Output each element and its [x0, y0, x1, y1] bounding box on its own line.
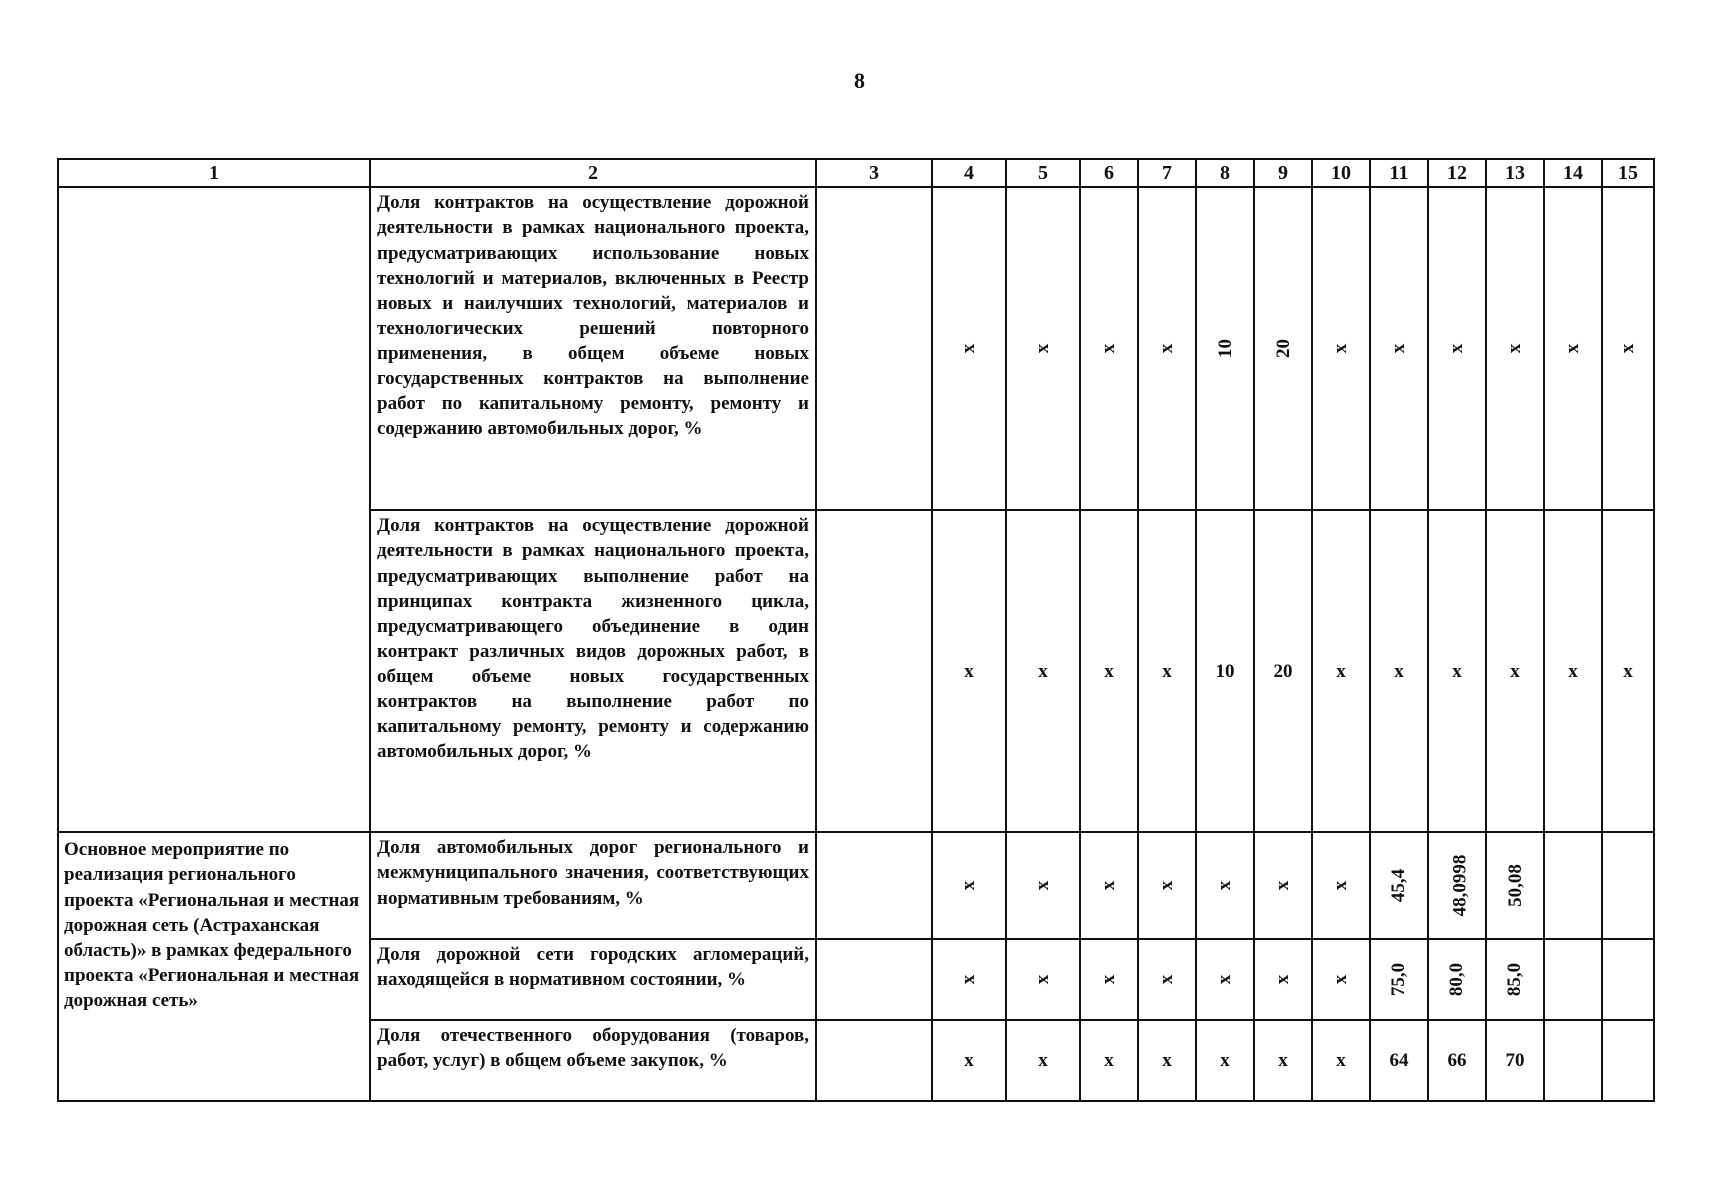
column-header-5: 5	[1006, 159, 1080, 187]
value-cell	[1370, 939, 1428, 1020]
value-cell	[1544, 187, 1602, 510]
value-text: 70	[1505, 1050, 1525, 1072]
value-text: x	[1272, 881, 1294, 891]
value-text: x	[1032, 975, 1054, 985]
column-header-2: 2	[370, 159, 816, 187]
value-cell	[1196, 187, 1254, 510]
value-cell	[1370, 1020, 1428, 1101]
value-text: x	[1214, 975, 1236, 985]
column-header-6: 6	[1080, 159, 1138, 187]
value-cell	[1006, 1020, 1080, 1101]
col3-cell	[816, 832, 932, 939]
value-cell	[1602, 832, 1654, 939]
value-text: 45,4	[1388, 869, 1410, 903]
value-text: x	[958, 344, 980, 354]
value-cell	[1006, 187, 1080, 510]
value-cell	[1312, 939, 1370, 1020]
column-header-13: 13	[1486, 159, 1544, 187]
value-text: x	[1214, 881, 1236, 891]
table-row	[58, 832, 1654, 939]
value-cell	[1312, 510, 1370, 832]
value-text: 10	[1215, 660, 1235, 682]
value-cell	[1312, 832, 1370, 939]
column-header-7: 7	[1138, 159, 1196, 187]
value-cell	[1428, 1020, 1486, 1101]
value-text: x	[1330, 975, 1352, 985]
value-cell	[1254, 939, 1312, 1020]
table-row	[58, 187, 1654, 510]
value-cell	[1428, 187, 1486, 510]
value-cell	[1080, 1020, 1138, 1101]
col3-cell	[816, 187, 932, 510]
value-text: 10	[1214, 339, 1236, 359]
value-text: x	[1452, 660, 1462, 682]
indicators-table	[57, 158, 1655, 1102]
value-cell	[1254, 1020, 1312, 1101]
column-header-10: 10	[1312, 159, 1370, 187]
value-text: x	[1162, 1050, 1172, 1072]
column-header-4: 4	[932, 159, 1006, 187]
value-text: 50,08	[1504, 864, 1526, 908]
value-text: 20	[1272, 339, 1294, 359]
value-text: 85,0	[1504, 963, 1526, 997]
value-text: x	[1394, 660, 1404, 682]
value-cell	[1196, 510, 1254, 832]
col3-cell	[816, 939, 932, 1020]
value-cell	[1428, 939, 1486, 1020]
value-cell	[1544, 1020, 1602, 1101]
value-text: x	[1098, 344, 1120, 354]
value-text: x	[964, 1050, 974, 1072]
value-text: 66	[1447, 1050, 1467, 1072]
value-cell	[1428, 832, 1486, 939]
value-cell	[932, 939, 1006, 1020]
value-cell	[1544, 510, 1602, 832]
value-cell	[932, 1020, 1006, 1101]
value-cell	[1312, 187, 1370, 510]
value-text: x	[1156, 344, 1178, 354]
value-cell	[1138, 510, 1196, 832]
value-text: x	[1562, 344, 1584, 354]
value-cell	[1486, 832, 1544, 939]
value-text: x	[958, 881, 980, 891]
value-cell	[932, 832, 1006, 939]
column-header-11: 11	[1370, 159, 1428, 187]
value-cell	[1138, 939, 1196, 1020]
value-cell	[1254, 187, 1312, 510]
value-cell	[1602, 1020, 1654, 1101]
value-text: 48,0998	[1449, 855, 1471, 917]
value-text: x	[1617, 344, 1639, 354]
column-header-9: 9	[1254, 159, 1312, 187]
value-text: x	[1032, 344, 1054, 354]
value-cell	[1196, 939, 1254, 1020]
value-text: x	[958, 975, 980, 985]
value-cell	[1428, 510, 1486, 832]
col3-cell	[816, 1020, 932, 1101]
column-header-3: 3	[816, 159, 932, 187]
value-cell	[1006, 510, 1080, 832]
column-header-1: 1	[58, 159, 370, 187]
value-text: x	[1336, 660, 1346, 682]
value-cell	[1486, 187, 1544, 510]
value-cell	[1312, 1020, 1370, 1101]
value-cell	[1080, 939, 1138, 1020]
indicator-description: Доля автомобильных дорог регионального и межмуниципального значения, соответствующих нормативным требованиям, %	[370, 832, 816, 939]
value-text: 20	[1273, 660, 1293, 682]
value-cell	[1602, 510, 1654, 832]
value-text: x	[1336, 1050, 1346, 1072]
value-text: x	[1623, 660, 1633, 682]
value-cell	[1544, 832, 1602, 939]
value-cell	[1486, 510, 1544, 832]
value-text: x	[1504, 344, 1526, 354]
value-cell	[1138, 187, 1196, 510]
value-cell	[1138, 832, 1196, 939]
indicator-description: Доля контрактов на осуществление дорожной деятельности в рамках национального проекта, предусматривающих использование новых технологий и материалов, включенных в Реестр новых и наилучших технологий, материалов и технологических решений повторного применения, в общем объеме новых государственных контрактов на выполнение работ по капитальному ремонту, ремонту и содержанию автомобильных дорог, %	[370, 187, 816, 510]
value-cell	[1006, 832, 1080, 939]
value-text: x	[1330, 344, 1352, 354]
value-cell	[1138, 1020, 1196, 1101]
value-text: x	[1446, 344, 1468, 354]
value-cell	[1486, 939, 1544, 1020]
value-text: x	[1568, 660, 1578, 682]
value-cell	[932, 187, 1006, 510]
indicator-description: Доля контрактов на осуществление дорожной деятельности в рамках национального проекта, предусматривающих выполнение работ на принципах контракта жизненного цикла, предусматривающего объединение в один контракт различных видов дорожных работ, в общем объеме новых государственных контрактов на выполнение работ по капитальному ремонту, ремонту и содержанию автомобильных дорог, %	[370, 510, 816, 832]
value-text: 75,0	[1388, 963, 1410, 997]
value-text: x	[1098, 975, 1120, 985]
value-cell	[1080, 187, 1138, 510]
value-text: x	[1156, 975, 1178, 985]
page-number: 8	[854, 68, 865, 93]
value-cell	[1006, 939, 1080, 1020]
col3-cell	[816, 510, 932, 832]
value-text: x	[964, 660, 974, 682]
value-cell	[1080, 510, 1138, 832]
value-text: x	[1272, 975, 1294, 985]
value-text: x	[1162, 660, 1172, 682]
header-row	[58, 159, 1654, 187]
value-text: x	[1156, 881, 1178, 891]
value-cell	[1254, 510, 1312, 832]
value-text: x	[1104, 660, 1114, 682]
activity-cell: Основное мероприятие по реализация регионального проекта «Региональная и местная дорожная сеть (Астраханская область)» в рамках федерального проекта «Региональная и местная дорожная сеть»	[58, 832, 370, 1101]
value-cell	[1486, 1020, 1544, 1101]
value-cell	[1196, 832, 1254, 939]
value-text: x	[1220, 1050, 1230, 1072]
value-cell	[1080, 832, 1138, 939]
value-text: x	[1038, 660, 1048, 682]
value-text: 64	[1389, 1050, 1409, 1072]
column-header-14: 14	[1544, 159, 1602, 187]
value-text: x	[1388, 344, 1410, 354]
value-cell	[1370, 832, 1428, 939]
value-text: x	[1104, 1050, 1114, 1072]
column-header-8: 8	[1196, 159, 1254, 187]
value-text: x	[1098, 881, 1120, 891]
value-text: 80,0	[1446, 963, 1468, 997]
value-text: x	[1032, 881, 1054, 891]
indicator-description: Доля отечественного оборудования (товаров, работ, услуг) в общем объеме закупок, %	[370, 1020, 816, 1101]
value-cell	[932, 510, 1006, 832]
value-cell	[1602, 939, 1654, 1020]
column-header-15: 15	[1602, 159, 1654, 187]
indicator-description: Доля дорожной сети городских агломераций, находящейся в нормативном состоянии, %	[370, 939, 816, 1020]
value-cell	[1196, 1020, 1254, 1101]
value-cell	[1602, 187, 1654, 510]
value-cell	[1370, 187, 1428, 510]
value-cell	[1370, 510, 1428, 832]
value-text: x	[1510, 660, 1520, 682]
value-text: x	[1330, 881, 1352, 891]
value-cell	[1544, 939, 1602, 1020]
value-text: x	[1038, 1050, 1048, 1072]
activity-cell	[58, 187, 370, 832]
value-cell	[1254, 832, 1312, 939]
value-text: x	[1278, 1050, 1288, 1072]
column-header-12: 12	[1428, 159, 1486, 187]
